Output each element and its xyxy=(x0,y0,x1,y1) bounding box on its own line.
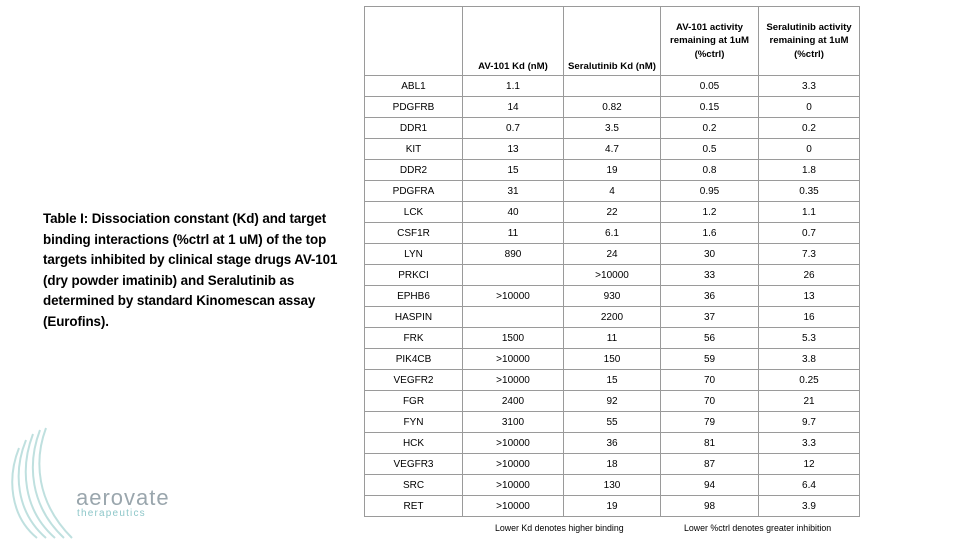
table-row xyxy=(365,118,860,139)
cell-seralutinib-activity: 0.25 xyxy=(759,370,860,391)
cell-av101-kd: >10000 xyxy=(463,370,564,391)
cell-target: LCK xyxy=(365,202,463,223)
table-row xyxy=(365,97,860,118)
header-seralutinib-activity: Seralutinib activity remaining at 1uM (%ctrl) xyxy=(759,7,860,76)
cell-av101-kd xyxy=(463,307,564,328)
cell-target: EPHB6 xyxy=(365,286,463,307)
cell-seralutinib-kd: 11 xyxy=(564,328,661,349)
logo-name: aerovate xyxy=(76,485,170,510)
aerovate-swoosh-icon xyxy=(0,420,130,540)
cell-seralutinib-kd: 2200 xyxy=(564,307,661,328)
cell-av101-activity: 37 xyxy=(661,307,759,328)
cell-av101-kd: 31 xyxy=(463,181,564,202)
cell-target: HASPIN xyxy=(365,307,463,328)
cell-av101-kd xyxy=(463,265,564,286)
cell-av101-kd: 2400 xyxy=(463,391,564,412)
cell-seralutinib-kd: 18 xyxy=(564,454,661,475)
cell-av101-kd: >10000 xyxy=(463,349,564,370)
cell-seralutinib-kd: 3.5 xyxy=(564,118,661,139)
cell-av101-kd: 11 xyxy=(463,223,564,244)
cell-target: DDR1 xyxy=(365,118,463,139)
table-row xyxy=(365,307,860,328)
cell-av101-kd: 14 xyxy=(463,97,564,118)
cell-seralutinib-activity: 0 xyxy=(759,139,860,160)
table-row xyxy=(365,223,860,244)
cell-seralutinib-kd: 36 xyxy=(564,433,661,454)
cell-av101-activity: 0.05 xyxy=(661,76,759,97)
table-row xyxy=(365,475,860,496)
cell-target: PRKCI xyxy=(365,265,463,286)
cell-seralutinib-kd: 92 xyxy=(564,391,661,412)
logo-tagline: therapeutics xyxy=(77,508,146,519)
cell-av101-activity: 94 xyxy=(661,475,759,496)
cell-av101-activity: 56 xyxy=(661,328,759,349)
cell-av101-activity: 79 xyxy=(661,412,759,433)
kinase-data-table xyxy=(364,6,860,517)
cell-target: HCK xyxy=(365,433,463,454)
cell-seralutinib-kd: 22 xyxy=(564,202,661,223)
cell-target: LYN xyxy=(365,244,463,265)
cell-av101-kd: 1.1 xyxy=(463,76,564,97)
cell-av101-kd: 890 xyxy=(463,244,564,265)
cell-seralutinib-activity: 0.2 xyxy=(759,118,860,139)
cell-seralutinib-activity: 16 xyxy=(759,307,860,328)
table-row xyxy=(365,244,860,265)
cell-av101-kd: 15 xyxy=(463,160,564,181)
cell-av101-kd: 1500 xyxy=(463,328,564,349)
cell-seralutinib-kd: 6.1 xyxy=(564,223,661,244)
table-row xyxy=(365,391,860,412)
cell-seralutinib-activity: 3.3 xyxy=(759,433,860,454)
cell-seralutinib-kd: 19 xyxy=(564,160,661,181)
cell-seralutinib-activity: 3.8 xyxy=(759,349,860,370)
cell-seralutinib-kd: 4.7 xyxy=(564,139,661,160)
cell-seralutinib-activity: 0 xyxy=(759,97,860,118)
cell-seralutinib-kd: 55 xyxy=(564,412,661,433)
cell-av101-activity: 36 xyxy=(661,286,759,307)
cell-target: PDGFRA xyxy=(365,181,463,202)
cell-target: ABL1 xyxy=(365,76,463,97)
cell-av101-activity: 87 xyxy=(661,454,759,475)
cell-av101-activity: 0.5 xyxy=(661,139,759,160)
cell-target: FRK xyxy=(365,328,463,349)
table-row xyxy=(365,328,860,349)
cell-target: KIT xyxy=(365,139,463,160)
cell-av101-kd: 13 xyxy=(463,139,564,160)
cell-av101-kd: >10000 xyxy=(463,475,564,496)
table-row xyxy=(365,433,860,454)
table-caption: Table I: Dissociation constant (Kd) and target binding interactions (%ctrl at 1 uM) of the top targets inhibited by clinical stage drugs AV-101 (dry powder imatinib) and Seralutinib as determined by standard Kinomescan assay (Eurofins). xyxy=(43,211,338,329)
cell-seralutinib-activity: 13 xyxy=(759,286,860,307)
cell-seralutinib-activity: 26 xyxy=(759,265,860,286)
table-row xyxy=(365,349,860,370)
cell-seralutinib-activity: 5.3 xyxy=(759,328,860,349)
header-target xyxy=(365,7,463,76)
cell-av101-activity: 70 xyxy=(661,391,759,412)
table-row xyxy=(365,202,860,223)
table-row xyxy=(365,454,860,475)
cell-av101-activity: 1.6 xyxy=(661,223,759,244)
cell-seralutinib-activity: 3.3 xyxy=(759,76,860,97)
cell-seralutinib-kd: 930 xyxy=(564,286,661,307)
header-av101-kd: AV-101 Kd (nM) xyxy=(463,7,564,76)
cell-seralutinib-activity: 12 xyxy=(759,454,860,475)
cell-seralutinib-activity: 3.9 xyxy=(759,496,860,517)
cell-seralutinib-kd xyxy=(564,76,661,97)
table-body xyxy=(365,76,860,517)
cell-target: PDGFRB xyxy=(365,97,463,118)
table-row xyxy=(365,139,860,160)
cell-av101-kd: >10000 xyxy=(463,433,564,454)
cell-seralutinib-kd: 4 xyxy=(564,181,661,202)
cell-seralutinib-activity: 9.7 xyxy=(759,412,860,433)
cell-target: SRC xyxy=(365,475,463,496)
cell-seralutinib-activity: 21 xyxy=(759,391,860,412)
cell-seralutinib-activity: 0.35 xyxy=(759,181,860,202)
table-row xyxy=(365,370,860,391)
cell-seralutinib-kd: 24 xyxy=(564,244,661,265)
ctrl-note: Lower %ctrl denotes greater inhibition xyxy=(684,523,832,533)
table-row xyxy=(365,76,860,97)
cell-seralutinib-kd: 19 xyxy=(564,496,661,517)
header-seralutinib-kd: Seralutinib Kd (nM) xyxy=(564,7,661,76)
cell-av101-activity: 30 xyxy=(661,244,759,265)
cell-av101-activity: 1.2 xyxy=(661,202,759,223)
table-row xyxy=(365,496,860,517)
cell-av101-kd: 40 xyxy=(463,202,564,223)
cell-target: VEGFR2 xyxy=(365,370,463,391)
header-av101-activity: AV-101 activity remaining at 1uM (%ctrl) xyxy=(661,7,759,76)
table-row xyxy=(365,286,860,307)
cell-target: PIK4CB xyxy=(365,349,463,370)
cell-av101-kd: 3100 xyxy=(463,412,564,433)
cell-av101-activity: 0.2 xyxy=(661,118,759,139)
table-row xyxy=(365,412,860,433)
cell-av101-kd: 0.7 xyxy=(463,118,564,139)
cell-av101-activity: 98 xyxy=(661,496,759,517)
cell-av101-activity: 0.95 xyxy=(661,181,759,202)
cell-seralutinib-kd: 130 xyxy=(564,475,661,496)
cell-target: RET xyxy=(365,496,463,517)
cell-av101-kd: >10000 xyxy=(463,286,564,307)
cell-seralutinib-activity: 1.1 xyxy=(759,202,860,223)
cell-target: CSF1R xyxy=(365,223,463,244)
kd-note: Lower Kd denotes higher binding xyxy=(495,523,624,533)
cell-target: FYN xyxy=(365,412,463,433)
cell-av101-kd: >10000 xyxy=(463,454,564,475)
cell-av101-activity: 59 xyxy=(661,349,759,370)
cell-seralutinib-kd: 0.82 xyxy=(564,97,661,118)
table-header-row xyxy=(365,7,860,76)
cell-av101-activity: 70 xyxy=(661,370,759,391)
cell-av101-activity: 81 xyxy=(661,433,759,454)
cell-seralutinib-activity: 1.8 xyxy=(759,160,860,181)
cell-seralutinib-activity: 0.7 xyxy=(759,223,860,244)
cell-seralutinib-kd: >10000 xyxy=(564,265,661,286)
cell-seralutinib-activity: 6.4 xyxy=(759,475,860,496)
cell-seralutinib-kd: 15 xyxy=(564,370,661,391)
cell-av101-activity: 0.8 xyxy=(661,160,759,181)
cell-seralutinib-kd: 150 xyxy=(564,349,661,370)
cell-av101-kd: >10000 xyxy=(463,496,564,517)
cell-seralutinib-activity: 7.3 xyxy=(759,244,860,265)
table-row xyxy=(365,265,860,286)
cell-av101-activity: 33 xyxy=(661,265,759,286)
cell-target: VEGFR3 xyxy=(365,454,463,475)
cell-target: DDR2 xyxy=(365,160,463,181)
cell-av101-activity: 0.15 xyxy=(661,97,759,118)
cell-target: FGR xyxy=(365,391,463,412)
table-row xyxy=(365,181,860,202)
table-row xyxy=(365,160,860,181)
